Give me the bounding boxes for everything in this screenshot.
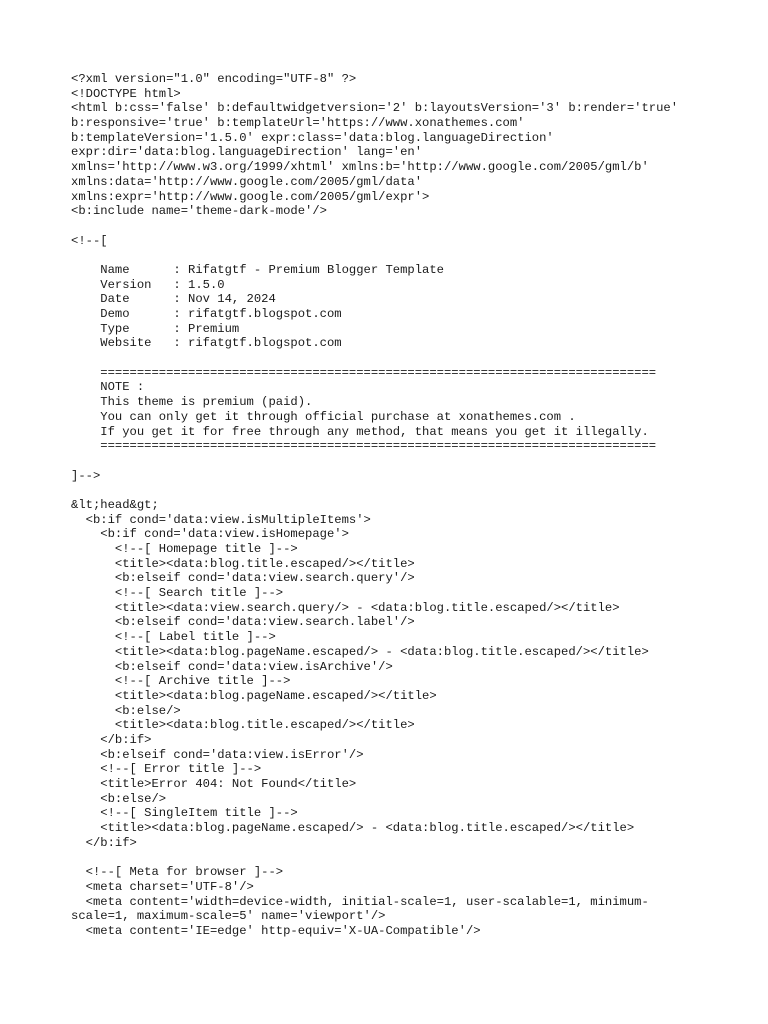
code-line: This theme is premium (paid). — [71, 395, 313, 410]
code-line: <meta content='IE=edge' http-equiv='X-UA-Compatible'/> — [71, 923, 481, 938]
code-line: <b:include name='theme-dark-mode'/> — [71, 204, 327, 219]
code-line: <b:elseif cond='data:view.search.query'/> — [71, 571, 415, 586]
code-line: <title><data:blog.pageName.escaped/></title> — [71, 688, 437, 703]
code-line: b:templateVersion='1.5.0' expr:class='data:blog.languageDirection' — [71, 130, 554, 145]
code-line: Type : Premium — [71, 321, 240, 336]
code-line: <b:if cond='data:view.isHomepage'> — [71, 527, 349, 542]
code-line: <!--[ — [71, 233, 108, 248]
code-line: <b:elseif cond='data:view.search.label'/> — [71, 615, 415, 630]
code-line: ============================================================================ — [71, 365, 657, 380]
code-line: <!DOCTYPE html> — [71, 86, 181, 101]
code-line: scale=1, maximum-scale=5' name='viewport'/> — [71, 909, 386, 924]
code-line: expr:dir='data:blog.languageDirection' lang='en' — [71, 145, 423, 160]
code-line: <html b:css='false' b:defaultwidgetversion='2' b:layoutsVersion='3' b:render='true' — [71, 101, 679, 116]
code-line: <title>Error 404: Not Found</title> — [71, 777, 357, 791]
code-line: NOTE : — [71, 380, 145, 395]
code-line: Demo : rifatgtf.blogspot.com — [71, 307, 342, 321]
code-line: <?xml version="1.0" encoding="UTF-8" ?> — [71, 72, 357, 86]
code-line: b:responsive='true' b:templateUrl='https://www.xonathemes.com' — [71, 116, 525, 131]
code-line: <meta content='width=device-width, initial-scale=1, user-scalable=1, minimum- — [71, 894, 649, 909]
code-line: <b:else/> — [71, 791, 167, 806]
code-line: <b:if cond='data:view.isMultipleItems'> — [71, 512, 371, 527]
code-line: <meta charset='UTF-8'/> — [71, 879, 254, 894]
code-line: Website : rifatgtf.blogspot.com — [71, 336, 342, 351]
code-line — [71, 483, 711, 498]
code-line — [71, 351, 711, 366]
code-line: <title><data:blog.pageName.escaped/> - <data:blog.title.escaped/></title> — [71, 644, 649, 659]
code-line: Date : Nov 14, 2024 — [71, 292, 276, 307]
code-line: You can only get it through official purchase at xonathemes.com . — [71, 409, 576, 424]
code-line: ============================================================================ — [71, 439, 657, 454]
code-line: xmlns:data='http://www.google.com/2005/gml/data' — [71, 174, 423, 189]
code-line: <title><data:view.search.query/> - <data:blog.title.escaped/></title> — [71, 600, 620, 615]
code-line: <!--[ Label title ]--> — [71, 630, 276, 645]
code-line — [71, 454, 711, 469]
code-document — [71, 72, 711, 939]
code-line: <!--[ Homepage title ]--> — [71, 542, 298, 556]
code-line: <!--[ SingleItem title ]--> — [71, 806, 298, 821]
code-line: ]--> — [71, 468, 101, 483]
code-line: <b:else/> — [71, 703, 181, 718]
code-line: Name : Rifatgtf - Premium Blogger Template — [71, 262, 444, 277]
code-line: <!--[ Error title ]--> — [71, 762, 262, 777]
code-line: If you get it for free through any method, that means you get it illegally. — [71, 424, 649, 439]
code-line: Version : 1.5.0 — [71, 277, 225, 292]
code-line: <title><data:blog.title.escaped/></title> — [71, 556, 415, 571]
code-line — [71, 850, 711, 865]
code-line: <title><data:blog.title.escaped/></title> — [71, 718, 415, 733]
code-line: <!--[ Search title ]--> — [71, 586, 284, 601]
code-line: xmlns='http://www.w3.org/1999/xhtml' xmlns:b='http://www.google.com/2005/gml/b' — [71, 160, 649, 175]
code-line: xmlns:expr='http://www.google.com/2005/gml/expr'> — [71, 189, 430, 204]
code-line: <b:elseif cond='data:view.isError'/> — [71, 747, 364, 762]
code-line — [71, 248, 711, 263]
code-line: &lt;head&gt; — [71, 497, 159, 512]
code-line: </b:if> — [71, 835, 137, 850]
code-line: <!--[ Archive title ]--> — [71, 674, 291, 689]
code-line — [71, 219, 711, 234]
code-line: <title><data:blog.pageName.escaped/> - <data:blog.title.escaped/></title> — [71, 821, 635, 836]
code-line: <b:elseif cond='data:view.isArchive'/> — [71, 659, 393, 674]
code-line: </b:if> — [71, 732, 152, 747]
code-line: <!--[ Meta for browser ]--> — [71, 865, 284, 880]
